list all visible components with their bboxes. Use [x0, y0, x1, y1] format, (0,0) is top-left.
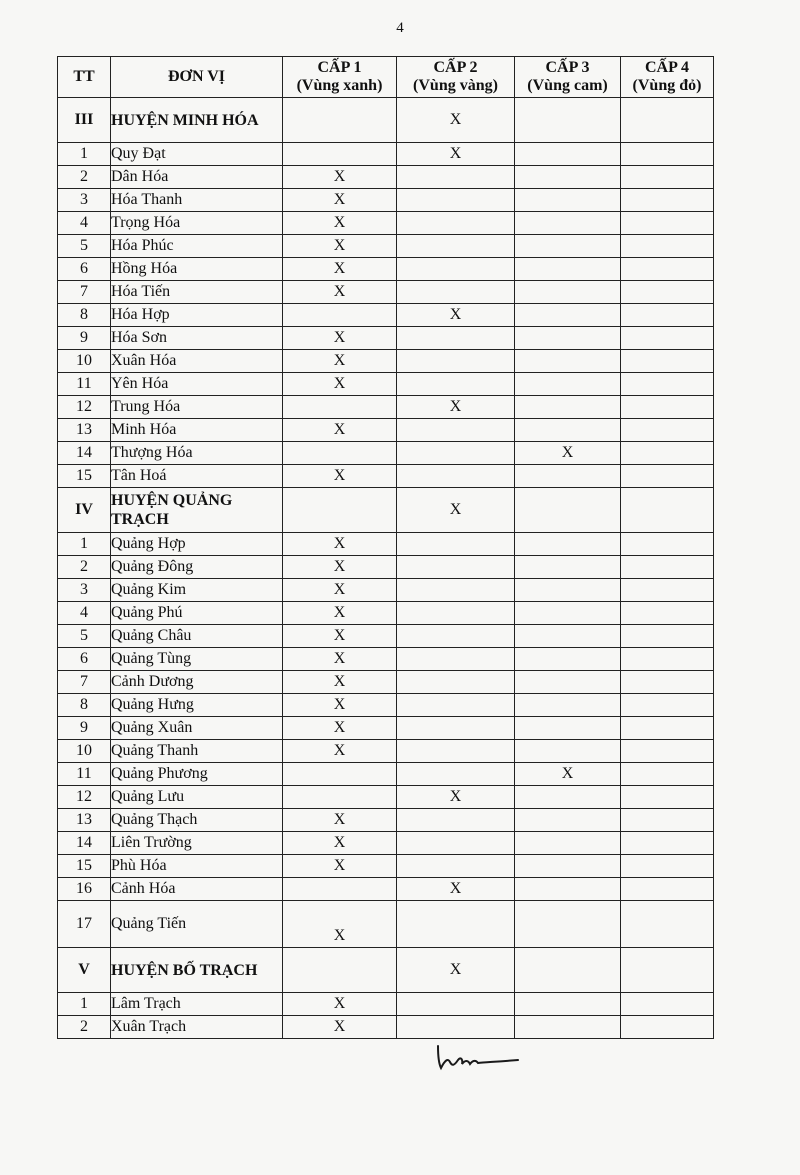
row-number-cell: 4: [58, 602, 111, 625]
level-4-cell: [621, 327, 714, 350]
unit-name-cell: Xuân Trạch: [111, 1016, 283, 1039]
level-3-cell: [515, 648, 621, 671]
level-4-cell: [621, 740, 714, 763]
level-3-cell: X: [515, 442, 621, 465]
level-3-cell: [515, 98, 621, 143]
row-number-cell: 6: [58, 258, 111, 281]
level-2-cell: X: [397, 948, 515, 993]
level-4-cell: [621, 396, 714, 419]
row-number-cell: 8: [58, 694, 111, 717]
row-number-cell: 10: [58, 350, 111, 373]
row-number-cell: III: [58, 98, 111, 143]
level-4-cell: [621, 304, 714, 327]
district-row: [58, 948, 714, 993]
level-2-cell: [397, 763, 515, 786]
level-2-cell: [397, 258, 515, 281]
level-2-cell: X: [397, 786, 515, 809]
level-4-cell: [621, 694, 714, 717]
table-row: [58, 373, 714, 396]
table-row: [58, 763, 714, 786]
level-2-cell: [397, 189, 515, 212]
level-2-cell: [397, 694, 515, 717]
signature-mark: [432, 1038, 522, 1078]
table-row: [58, 786, 714, 809]
level-2-cell: X: [397, 143, 515, 166]
level-4-cell: [621, 832, 714, 855]
level-4-cell: [621, 465, 714, 488]
unit-name-cell: Quảng Hợp: [111, 533, 283, 556]
table-row: [58, 878, 714, 901]
unit-name-cell: HUYỆN QUẢNG TRẠCH: [111, 488, 283, 533]
level-3-cell: [515, 671, 621, 694]
level-4-cell: [621, 786, 714, 809]
level-4-cell: [621, 281, 714, 304]
level-1-cell: X: [283, 235, 397, 258]
table-row: [58, 281, 714, 304]
level-3-cell: [515, 855, 621, 878]
level-3-cell: [515, 993, 621, 1016]
level-2-cell: [397, 901, 515, 948]
row-number-cell: 9: [58, 327, 111, 350]
table-row: [58, 740, 714, 763]
level-2-cell: X: [397, 98, 515, 143]
unit-name-cell: Quy Đạt: [111, 143, 283, 166]
level-1-cell: [283, 763, 397, 786]
unit-name-cell: Quảng Thạch: [111, 809, 283, 832]
unit-name-cell: Quảng Châu: [111, 625, 283, 648]
unit-name-cell: Quảng Phú: [111, 602, 283, 625]
level-4-cell: [621, 901, 714, 948]
unit-name-cell: Hồng Hóa: [111, 258, 283, 281]
level-1-cell: X: [283, 1016, 397, 1039]
level-4-cell: [621, 533, 714, 556]
level-2-cell: [397, 809, 515, 832]
header-unit: ĐƠN VỊ: [111, 57, 283, 98]
row-number-cell: 12: [58, 396, 111, 419]
level-1-cell: X: [283, 212, 397, 235]
level-4-cell: [621, 419, 714, 442]
level-1-cell: X: [283, 189, 397, 212]
table-row: [58, 556, 714, 579]
level-1-cell: X: [283, 694, 397, 717]
level-4-cell: [621, 373, 714, 396]
level-3-cell: [515, 350, 621, 373]
header-level-2-title: CẤP 2: [433, 59, 478, 76]
unit-name-cell: Xuân Hóa: [111, 350, 283, 373]
row-number-cell: 9: [58, 717, 111, 740]
level-3-cell: [515, 625, 621, 648]
level-1-cell: X: [283, 533, 397, 556]
level-2-cell: X: [397, 304, 515, 327]
table-row: [58, 235, 714, 258]
level-2-cell: [397, 855, 515, 878]
level-1-cell: X: [283, 556, 397, 579]
level-2-cell: [397, 671, 515, 694]
row-number-cell: 12: [58, 786, 111, 809]
level-3-cell: [515, 488, 621, 533]
level-2-cell: [397, 465, 515, 488]
level-3-cell: [515, 419, 621, 442]
level-2-cell: [397, 625, 515, 648]
level-3-cell: [515, 373, 621, 396]
level-2-cell: [397, 327, 515, 350]
level-1-cell: [283, 488, 397, 533]
district-row: [58, 488, 714, 533]
level-4-cell: [621, 625, 714, 648]
level-1-cell: X: [283, 373, 397, 396]
level-4-cell: [621, 350, 714, 373]
level-3-cell: [515, 809, 621, 832]
level-3-cell: [515, 832, 621, 855]
level-1-cell: [283, 442, 397, 465]
unit-name-cell: Tân Hoá: [111, 465, 283, 488]
level-1-cell: X: [283, 258, 397, 281]
row-number-cell: 2: [58, 166, 111, 189]
level-1-cell: X: [283, 602, 397, 625]
row-number-cell: IV: [58, 488, 111, 533]
level-4-cell: [621, 212, 714, 235]
row-number-cell: 3: [58, 579, 111, 602]
unit-name-cell: Quảng Thanh: [111, 740, 283, 763]
table-row: [58, 901, 714, 948]
level-1-cell: X: [283, 809, 397, 832]
level-3-cell: [515, 694, 621, 717]
level-4-cell: [621, 258, 714, 281]
row-number-cell: 17: [58, 901, 111, 948]
level-3-cell: [515, 878, 621, 901]
level-1-cell: X: [283, 901, 397, 948]
level-2-cell: [397, 281, 515, 304]
unit-name-cell: HUYỆN MINH HÓA: [111, 98, 283, 143]
level-1-cell: [283, 143, 397, 166]
level-4-cell: [621, 235, 714, 258]
unit-name-cell: Liên Trường: [111, 832, 283, 855]
level-4-cell: [621, 442, 714, 465]
level-1-cell: [283, 304, 397, 327]
row-number-cell: 2: [58, 1016, 111, 1039]
level-3-cell: [515, 465, 621, 488]
level-4-cell: [621, 993, 714, 1016]
table-row: [58, 694, 714, 717]
level-2-cell: [397, 533, 515, 556]
unit-name-cell: Quảng Tùng: [111, 648, 283, 671]
header-level-3: [515, 57, 621, 98]
level-3-cell: [515, 258, 621, 281]
level-3-cell: [515, 740, 621, 763]
level-4-cell: [621, 948, 714, 993]
table-row: [58, 465, 714, 488]
table-row: [58, 143, 714, 166]
unit-name-cell: Quảng Lưu: [111, 786, 283, 809]
unit-name-cell: Trọng Hóa: [111, 212, 283, 235]
row-number-cell: 14: [58, 442, 111, 465]
row-number-cell: 5: [58, 235, 111, 258]
table-row: [58, 602, 714, 625]
unit-name-cell: Quảng Xuân: [111, 717, 283, 740]
table-row: [58, 258, 714, 281]
level-1-cell: [283, 98, 397, 143]
level-4-cell: [621, 488, 714, 533]
row-number-cell: 15: [58, 465, 111, 488]
unit-name-cell: Trung Hóa: [111, 396, 283, 419]
table-row: [58, 166, 714, 189]
table-row: [58, 855, 714, 878]
level-1-cell: X: [283, 832, 397, 855]
level-4-cell: [621, 809, 714, 832]
level-3-cell: [515, 304, 621, 327]
level-3-cell: [515, 235, 621, 258]
level-4-cell: [621, 671, 714, 694]
unit-name-cell: Lâm Trạch: [111, 993, 283, 1016]
level-1-cell: X: [283, 625, 397, 648]
level-4-cell: [621, 189, 714, 212]
level-1-cell: X: [283, 993, 397, 1016]
unit-name-cell: Quảng Đông: [111, 556, 283, 579]
table-row: [58, 648, 714, 671]
level-3-cell: [515, 533, 621, 556]
unit-name-cell: Hóa Thanh: [111, 189, 283, 212]
level-2-cell: [397, 602, 515, 625]
header-level-1-title: CẤP 1: [317, 59, 362, 76]
level-1-cell: [283, 878, 397, 901]
level-2-cell: X: [397, 488, 515, 533]
district-row: [58, 98, 714, 143]
level-1-cell: X: [283, 717, 397, 740]
table-body: [58, 98, 714, 1039]
table-row: [58, 212, 714, 235]
level-2-cell: [397, 832, 515, 855]
level-4-cell: [621, 556, 714, 579]
row-number-cell: 1: [58, 533, 111, 556]
table-row: [58, 625, 714, 648]
level-2-cell: [397, 419, 515, 442]
header-level-2: [397, 57, 515, 98]
level-3-cell: [515, 281, 621, 304]
level-2-cell: [397, 740, 515, 763]
level-1-cell: X: [283, 855, 397, 878]
row-number-cell: 11: [58, 763, 111, 786]
table-row: [58, 533, 714, 556]
level-2-cell: [397, 442, 515, 465]
level-2-cell: [397, 373, 515, 396]
level-2-cell: X: [397, 878, 515, 901]
level-4-cell: [621, 878, 714, 901]
level-3-cell: X: [515, 763, 621, 786]
level-2-cell: [397, 993, 515, 1016]
level-2-cell: [397, 717, 515, 740]
table-row: [58, 304, 714, 327]
level-1-cell: X: [283, 740, 397, 763]
row-number-cell: 4: [58, 212, 111, 235]
row-number-cell: 11: [58, 373, 111, 396]
table-row: [58, 717, 714, 740]
level-1-cell: [283, 948, 397, 993]
level-3-cell: [515, 396, 621, 419]
header-level-4-title: CẤP 4: [645, 59, 689, 76]
header-level-3-zone: (Vùng cam): [527, 77, 608, 94]
level-4-cell: [621, 98, 714, 143]
unit-name-cell: Quảng Tiến: [111, 901, 283, 948]
level-4-cell: [621, 717, 714, 740]
row-number-cell: 16: [58, 878, 111, 901]
level-4-cell: [621, 763, 714, 786]
level-1-cell: X: [283, 648, 397, 671]
level-2-cell: [397, 166, 515, 189]
header-level-4: [621, 57, 714, 98]
table-row: [58, 327, 714, 350]
level-1-cell: X: [283, 281, 397, 304]
unit-name-cell: HUYỆN BỐ TRẠCH: [111, 948, 283, 993]
header-level-4-zone: (Vùng đỏ): [632, 77, 702, 94]
level-3-cell: [515, 717, 621, 740]
row-number-cell: 6: [58, 648, 111, 671]
level-1-cell: X: [283, 419, 397, 442]
unit-name-cell: Phù Hóa: [111, 855, 283, 878]
level-4-cell: [621, 1016, 714, 1039]
header-level-2-zone: (Vùng vàng): [413, 77, 498, 94]
level-3-cell: [515, 556, 621, 579]
unit-name-cell: Quảng Kim: [111, 579, 283, 602]
alert-level-table: [57, 56, 714, 1039]
page-number: 4: [396, 20, 404, 36]
unit-name-cell: Yên Hóa: [111, 373, 283, 396]
level-3-cell: [515, 786, 621, 809]
level-2-cell: [397, 212, 515, 235]
table-row: [58, 671, 714, 694]
table-row: [58, 442, 714, 465]
unit-name-cell: Thượng Hóa: [111, 442, 283, 465]
level-4-cell: [621, 648, 714, 671]
level-1-cell: X: [283, 327, 397, 350]
level-3-cell: [515, 166, 621, 189]
level-4-cell: [621, 166, 714, 189]
table-row: [58, 832, 714, 855]
level-2-cell: [397, 579, 515, 602]
level-3-cell: [515, 602, 621, 625]
level-4-cell: [621, 579, 714, 602]
unit-name-cell: Dân Hóa: [111, 166, 283, 189]
level-2-cell: [397, 350, 515, 373]
unit-name-cell: Hóa Phúc: [111, 235, 283, 258]
row-number-cell: 1: [58, 143, 111, 166]
row-number-cell: 13: [58, 419, 111, 442]
level-3-cell: [515, 948, 621, 993]
unit-name-cell: Hóa Tiến: [111, 281, 283, 304]
level-3-cell: [515, 579, 621, 602]
level-1-cell: X: [283, 579, 397, 602]
row-number-cell: 7: [58, 281, 111, 304]
table-header-row: [58, 57, 714, 98]
level-1-cell: X: [283, 671, 397, 694]
row-number-cell: 2: [58, 556, 111, 579]
level-3-cell: [515, 1016, 621, 1039]
level-3-cell: [515, 189, 621, 212]
table-row: [58, 1016, 714, 1039]
level-2-cell: [397, 235, 515, 258]
row-number-cell: 10: [58, 740, 111, 763]
table-row: [58, 579, 714, 602]
level-3-cell: [515, 327, 621, 350]
table-row: [58, 419, 714, 442]
row-number-cell: 3: [58, 189, 111, 212]
level-2-cell: [397, 648, 515, 671]
unit-name-cell: Cảnh Dương: [111, 671, 283, 694]
row-number-cell: 1: [58, 993, 111, 1016]
row-number-cell: 15: [58, 855, 111, 878]
unit-name-cell: Minh Hóa: [111, 419, 283, 442]
table-row: [58, 350, 714, 373]
level-4-cell: [621, 143, 714, 166]
unit-name-cell: Quảng Phương: [111, 763, 283, 786]
level-3-cell: [515, 143, 621, 166]
table-row: [58, 809, 714, 832]
level-4-cell: [621, 602, 714, 625]
row-number-cell: 7: [58, 671, 111, 694]
row-number-cell: V: [58, 948, 111, 993]
unit-name-cell: Cảnh Hóa: [111, 878, 283, 901]
table-row: [58, 396, 714, 419]
level-1-cell: X: [283, 166, 397, 189]
row-number-cell: 5: [58, 625, 111, 648]
level-1-cell: X: [283, 350, 397, 373]
level-3-cell: [515, 212, 621, 235]
row-number-cell: 13: [58, 809, 111, 832]
unit-name-cell: Quảng Hưng: [111, 694, 283, 717]
level-1-cell: [283, 396, 397, 419]
level-2-cell: [397, 1016, 515, 1039]
level-2-cell: [397, 556, 515, 579]
header-level-3-title: CẤP 3: [545, 59, 590, 76]
level-1-cell: X: [283, 465, 397, 488]
row-number-cell: 8: [58, 304, 111, 327]
table-row: [58, 993, 714, 1016]
row-number-cell: 14: [58, 832, 111, 855]
level-2-cell: X: [397, 396, 515, 419]
level-4-cell: [621, 855, 714, 878]
header-tt: TT: [58, 57, 111, 98]
unit-name-cell: Hóa Hợp: [111, 304, 283, 327]
header-level-1-zone: (Vùng xanh): [296, 77, 383, 94]
level-3-cell: [515, 901, 621, 948]
unit-name-cell: Hóa Sơn: [111, 327, 283, 350]
level-1-cell: [283, 786, 397, 809]
header-level-1: [283, 57, 397, 98]
table-row: [58, 189, 714, 212]
